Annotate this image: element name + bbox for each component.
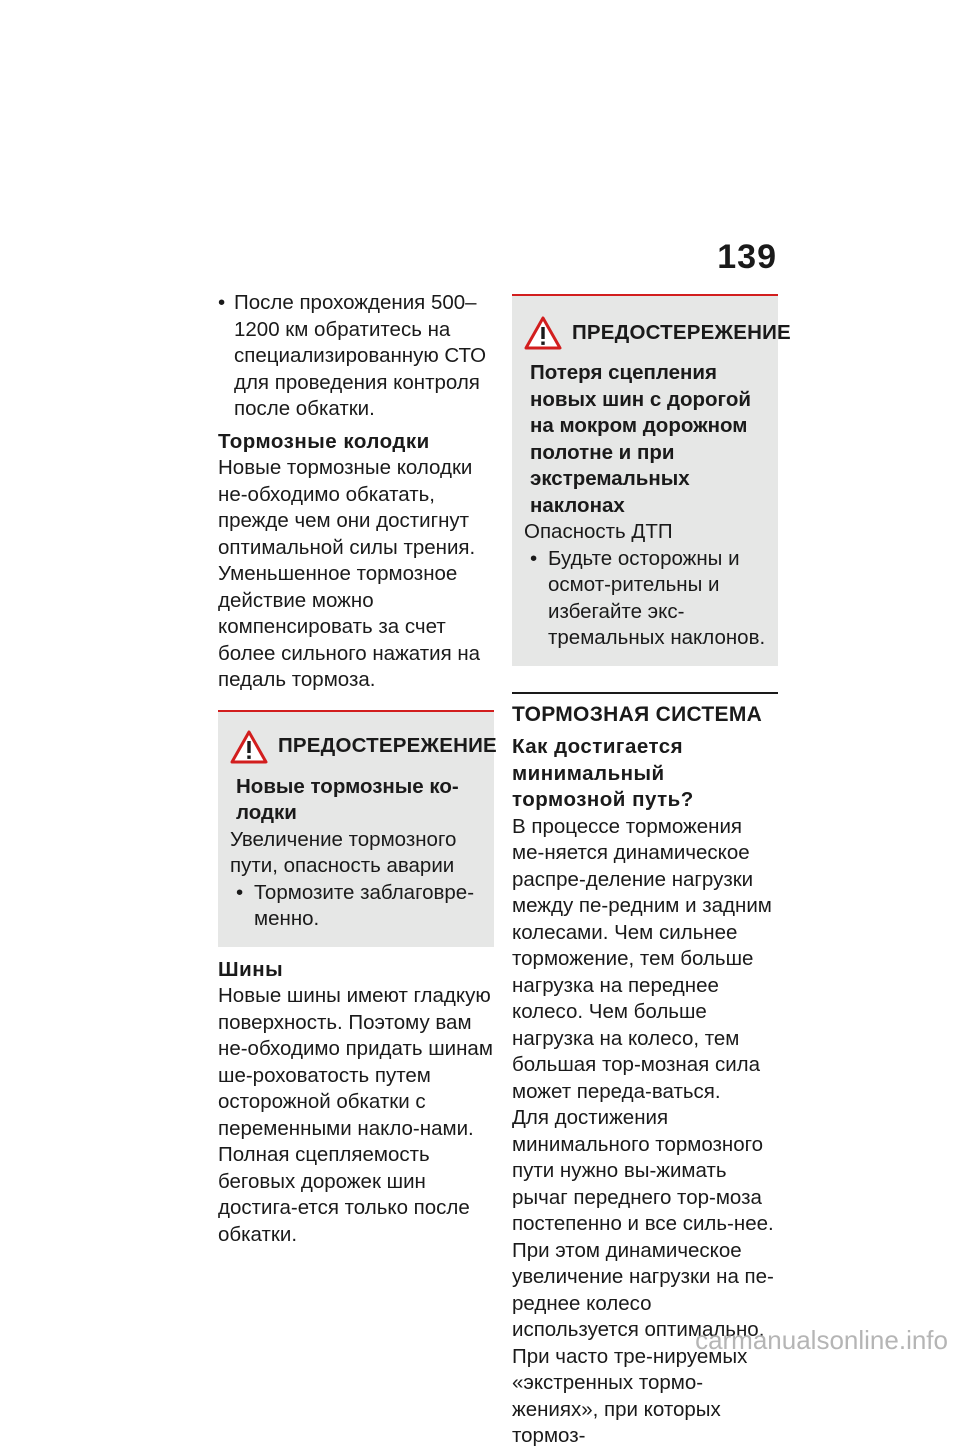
run-in-bullet: • После прохождения 500–1200 км обратитесь на специализированную СТО для проведения контроля после обкатки. bbox=[218, 290, 494, 423]
brake-pads-text: Новые тормозные колодки не-обходимо обкатать, прежде чем они достигнут оптимальной силы трения. Уменьшенное тормозное действие можно компенсировать за счет более сильного нажатия на педаль тормоза. bbox=[218, 456, 481, 691]
tyres-text: Новые шины имеют гладкую поверхность. Поэтому вам не-обходимо придать шинам ше-роховатость путем осторожной обкатки с переменными накло-нами. Полная сцепляемость беговых дорожек шин достига-ется только после обкатки. bbox=[218, 984, 493, 1246]
warning-consequence: Увеличение тормозного пути, опасность аварии bbox=[230, 827, 457, 877]
braking-paragraph-1: В процессе торможения ме-няется динамическое распре-деление нагрузки между пе-редним и задним колесами. Чем сильнее торможение, тем больше нагрузка на переднее колесо. Чем больше нагрузка на колесо, тем большая тор-мозная сила может переда-ваться. bbox=[512, 814, 772, 1103]
warning-hazard: Потеря сцепления новых шин с дорогой на мокром дорожном полотне и при экстремальных наклонах bbox=[530, 361, 751, 517]
warning-box-brake-pads bbox=[218, 710, 497, 947]
warning-title: ПРЕДОСТЕРЕЖЕНИЕ bbox=[278, 734, 497, 758]
warning-action: • Будьте осторожны и осмот-рительны и избегайте экс-тремальных наклонов. bbox=[524, 546, 766, 652]
braking-paragraph-2: Для достижения минимального тормозного пути нужно вы-жимать рычаг переднего тор-моза постепенно и все силь-нее. При этом динамическое увеличение нагрузки на пе-реднее колесо используется оптимально. При часто тре-нируемых «экстренных тормо-жениях», при которых тормоз- bbox=[512, 1106, 774, 1447]
section-title: ТОРМОЗНАЯ СИСТЕМА bbox=[512, 692, 778, 729]
warning-triangle-icon bbox=[230, 730, 268, 764]
warning-consequence: Опасность ДТП bbox=[524, 520, 673, 543]
warning-box-tyres bbox=[512, 294, 791, 666]
left-column bbox=[218, 290, 497, 1248]
braking-distance-heading: Как достигается минимальный тормозной путь? bbox=[512, 735, 694, 811]
tyres-heading: Шины bbox=[218, 957, 284, 981]
page-number: 139 bbox=[717, 238, 777, 276]
warning-triangle-icon bbox=[524, 316, 562, 350]
warning-title: ПРЕДОСТЕРЕЖЕНИЕ bbox=[572, 320, 791, 344]
brake-pads-heading: Тормозные колодки bbox=[218, 429, 430, 453]
warning-hazard: Новые тормозные ко-лодки bbox=[236, 774, 459, 824]
warning-action: • Тормозите заблаговре-менно. bbox=[230, 880, 482, 933]
watermark: carmanualsonline.info bbox=[695, 1325, 948, 1355]
right-column bbox=[512, 294, 791, 1450]
